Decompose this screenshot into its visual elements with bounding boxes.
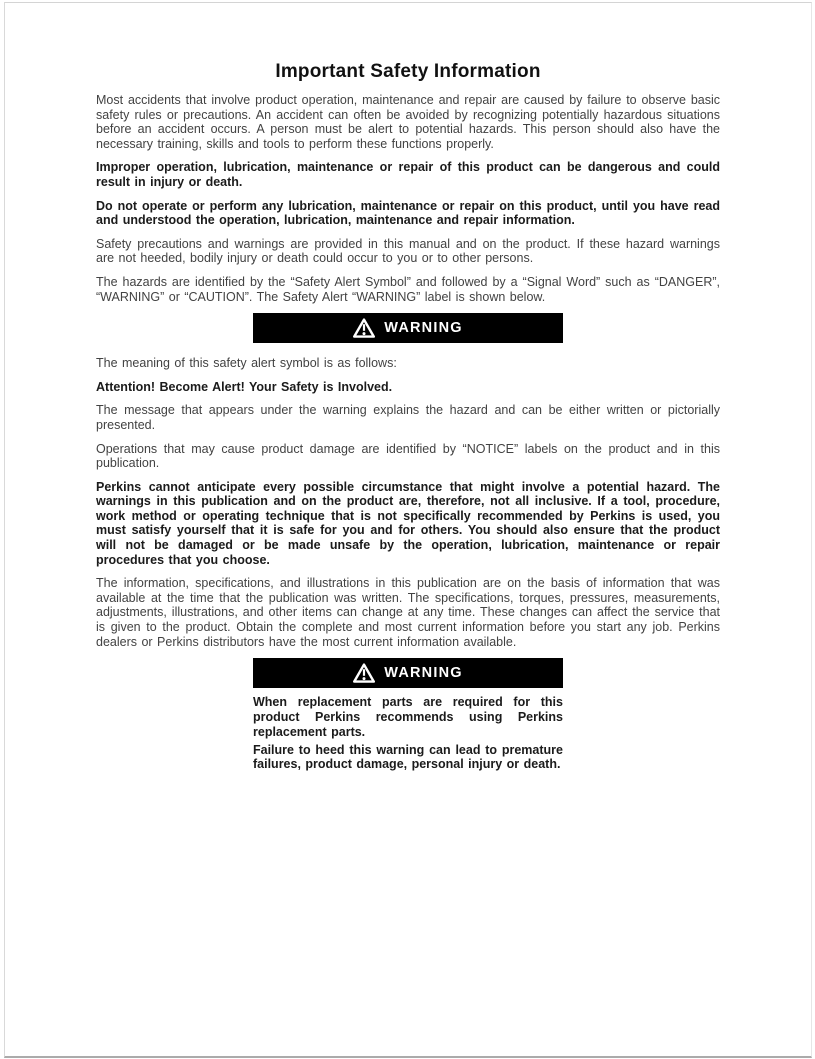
paragraph-perkins-cannot-anticipate: Perkins cannot anticipate every possible circumstance that might involve a potential hazard. The warnings in this publication and on the product are, therefore, not all inclusive. If a tool, procedure, work method or operating technique that is not specifically recommended by Perkins is used, you must satisfy yourself that it is safe for you and for others. You should also ensure that the product will not be damaged or be made unsafe by the operation, lubrication, maintenance or repair procedures that you choose. xyxy=(96,479,720,567)
page-title: Important Safety Information xyxy=(275,61,541,82)
warning-box-paragraph-failure-to-heed: Failure to heed this warning can lead to premature failures, product damage, personal injury or death. xyxy=(253,742,563,772)
warning-box-paragraph-replacement-parts: When replacement parts are required for this product Perkins recommends using Perkins replacement parts. xyxy=(253,695,563,739)
warning-label xyxy=(253,313,563,343)
paragraph-symbol-meaning: The meaning of this safety alert symbol is as follows: xyxy=(96,356,397,371)
document-page xyxy=(96,60,720,775)
paragraph-safety-precautions: Safety precautions and warnings are provided in this manual and on the product. If these hazard warnings are not heeded, bodily injury or death could occur to you or to other persons. xyxy=(96,236,720,266)
warning-label xyxy=(253,658,563,688)
paragraph-attention: Attention! Become Alert! Your Safety is Involved. xyxy=(96,379,393,394)
paragraph-do-not-operate: Do not operate or perform any lubrication, maintenance or repair on this product, until you have read and understood the operation, lubrication, maintenance and repair information. xyxy=(96,198,720,228)
paragraph-notice-labels: Operations that may cause product damage are identified by “NOTICE” labels on the product and in this publication. xyxy=(96,441,720,471)
warning-label-text: WARNING xyxy=(384,320,463,337)
paragraph-information-specifications: The information, specifications, and illustrations in this publication are on the basis of information that was available at the time that the publication was written. The specifications, torques, pressures, measurements, adjustments, illustrations, and other items can change at any time. These changes can affect the service that is given to the product. Obtain the complete and most current information before you start any job. Perkins dealers or Perkins distributors have the most current information available. xyxy=(96,576,720,649)
paragraph-hazards-identified: The hazards are identified by the “Safety Alert Symbol” and followed by a “Signal Word” such as “DANGER”, “WARNING” or “CAUTION”. The Safety Alert “WARNING” label is shown below. xyxy=(96,274,720,304)
warning-triangle-icon xyxy=(353,663,375,683)
warning-label-text: WARNING xyxy=(384,665,463,682)
paragraph-message-appears: The message that appears under the warning explains the hazard and can be either written or pictorially presented. xyxy=(96,403,720,432)
paragraph-improper-operation: Improper operation, lubrication, maintenance or repair of this product can be dangerous and could result in injury or death. xyxy=(96,160,720,189)
warning-triangle-icon xyxy=(353,318,375,338)
warning-box-message xyxy=(253,695,563,772)
paragraph-intro: Most accidents that involve product operation, maintenance and repair are caused by failure to observe basic safety rules or precautions. An accident can often be avoided by recognizing potentially hazardous situations before an accident occurs. A person must be alert to potential hazards. This person should also have the necessary training, skills and tools to perform these functions properly. xyxy=(96,93,720,151)
